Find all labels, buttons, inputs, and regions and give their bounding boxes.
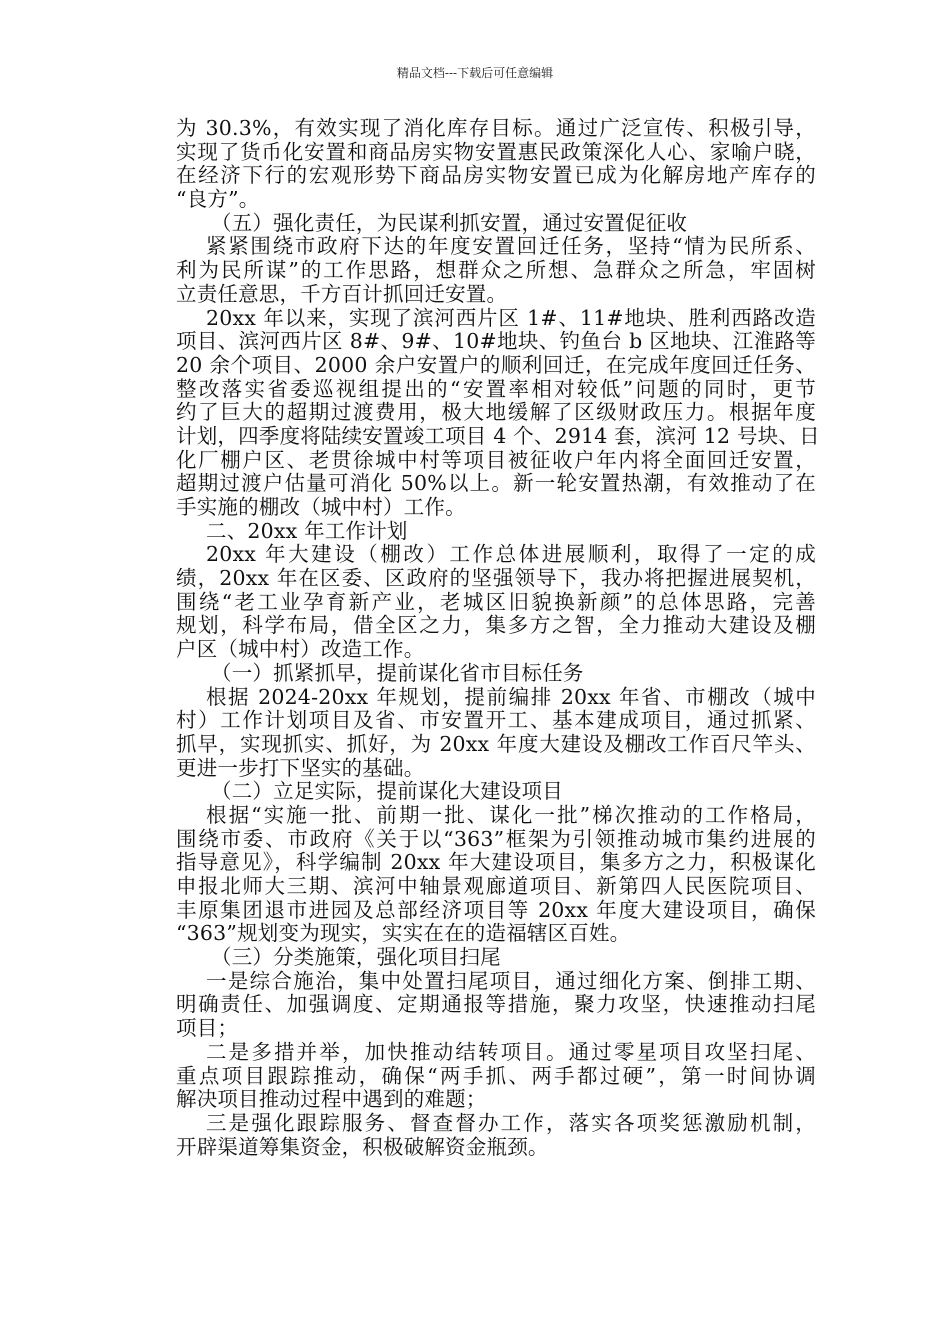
text-line: 户区（城中村）改造工作。 (176, 637, 425, 662)
text-line: 二、20xx 年工作计划 (206, 518, 408, 543)
page-header: 精品文档---下载后可任意编辑 (396, 66, 554, 80)
text-line: （五）强化责任，为民谋利抓安置，通过安置促征收 (211, 210, 688, 235)
text-line: 计划，四季度将陆续安置竣工项目 4 个、2914 套，滨河 12 号块、日 (176, 423, 820, 448)
text-line: 20xx 年大建设（棚改）工作总体进展顺利，取得了一定的成 (206, 542, 816, 567)
text-line: 手实施的棚改（城中村）工作。 (176, 495, 466, 519)
text-line: “363”规划变为现实，实实在在的造福辖区百姓。 (176, 921, 631, 946)
text-line: 整改落实省委巡视组提出的“安置率相对较低”问题的同时，更节 (176, 376, 816, 401)
text-line: 实现了货币化安置和商品房实物安置惠民政策深化人心、家喻户晓， (176, 139, 816, 164)
text-line: 利为民所谋”的工作思路，想群众之所想、急群众之所急，牢固树 (176, 258, 816, 283)
text-line: 根据“实施一批、前期一批、谋化一批”梯次推动的工作格局， (206, 802, 816, 827)
text-line: 20xx 年以来，实现了滨河西片区 1#、11#地块、胜利西路改造 (206, 305, 816, 330)
text-line: 开辟渠道筹集资金，积极破解资金瓶颈。 (176, 1134, 549, 1159)
text-line: 根据 2024-20xx 年规划，提前编排 20xx 年省、市棚改（城中 (206, 684, 816, 709)
text-line: 围绕“老工业孕育新产业，老城区旧貌换新颜”的总体思路，完善 (176, 589, 816, 614)
text-line: 重点项目跟踪推动，确保“两手抓、两手都过硬”，第一时间协调 (176, 1063, 816, 1088)
text-line: 丰原集团退市进园及总部经济项目等 20xx 年度大建设项目，确保 (176, 897, 816, 922)
text-line: 超期过渡户估量可消化 50%以上。新一轮安置热潮，有效推动了在 (176, 471, 816, 496)
text-line: 解决项目推动过程中遇到的难题； (176, 1087, 487, 1112)
text-line: “良方”。 (176, 187, 260, 212)
document-body (176, 116, 820, 1159)
text-line: 村）工作计划项目及省、市安置开工、基本建成项目，通过抓紧、 (176, 708, 816, 733)
text-line: 化厂棚户区、老贯徐城中村等项目被征收户年内将全面回迁安置， (176, 447, 816, 472)
text-line: 抓早，实现抓实、抓好，为 20xx 年度大建设及棚改工作百尺竿头、 (176, 731, 816, 756)
text-line: 约了巨大的超期过渡费用，极大地缓解了区级财政压力。根据年度 (176, 400, 816, 425)
text-line: 紧紧围绕市政府下达的年度安置回迁任务，坚持“情为民所系、 (206, 234, 816, 259)
text-line: （一）抓紧抓早，提前谋化省市目标任务 (211, 660, 584, 685)
text-line: 一是综合施治，集中处置扫尾项目，通过细化方案、倒排工期、 (206, 968, 816, 993)
text-line: 三是强化跟踪服务、督查督办工作，落实各项奖惩激励机制， (206, 1110, 816, 1135)
text-line: 为 30.3%，有效实现了消化库存目标。通过广泛宣传、积极引导， (176, 116, 816, 140)
text-line: 项目、滨河西片区 8#、9#、10#地块、钓鱼台 b 区地块、江淮路等 (176, 329, 816, 354)
text-line: （二）立足实际，提前谋化大建设项目 (211, 779, 563, 804)
text-line: 二是多措并举，加快推动结转项目。通过零星项目攻坚扫尾、 (206, 1039, 816, 1064)
text-line: 20 余个项目、2000 余户安置户的顺利回迁，在完成年度回迁任务、 (176, 352, 816, 377)
text-line: 在经济下行的宏观形势下商品房实物安置已成为化解房地产库存的 (176, 163, 816, 188)
text-line: 申报北师大三期、滨河中轴景观廊道项目、新第四人民医院项目、 (176, 874, 816, 898)
text-line: 围绕市委、市政府《关于以“363”框架为引领推动城市集约进展的 (176, 826, 816, 851)
text-line: 立责任意思，千方百计抓回迁安置。 (176, 281, 508, 306)
text-line: 指导意见》，科学编制 20xx 年大建设项目，集多方之力，积极谋化 (176, 850, 816, 875)
text-line: （三）分类施策，强化项目扫尾 (211, 945, 501, 970)
text-line: 更进一步打下坚实的基础。 (176, 755, 425, 780)
text-line: 项目； (176, 1016, 239, 1041)
text-line: 绩，20xx 年在区委、区政府的坚强领导下，我办将把握进展契机， (176, 566, 816, 591)
text-line: 明确责任、加强调度、定期通报等措施，聚力攻坚，快速推动扫尾 (176, 992, 816, 1017)
text-line: 规划，科学布局，借全区之力，集多方之智，全力推动大建设及棚 (176, 613, 816, 638)
